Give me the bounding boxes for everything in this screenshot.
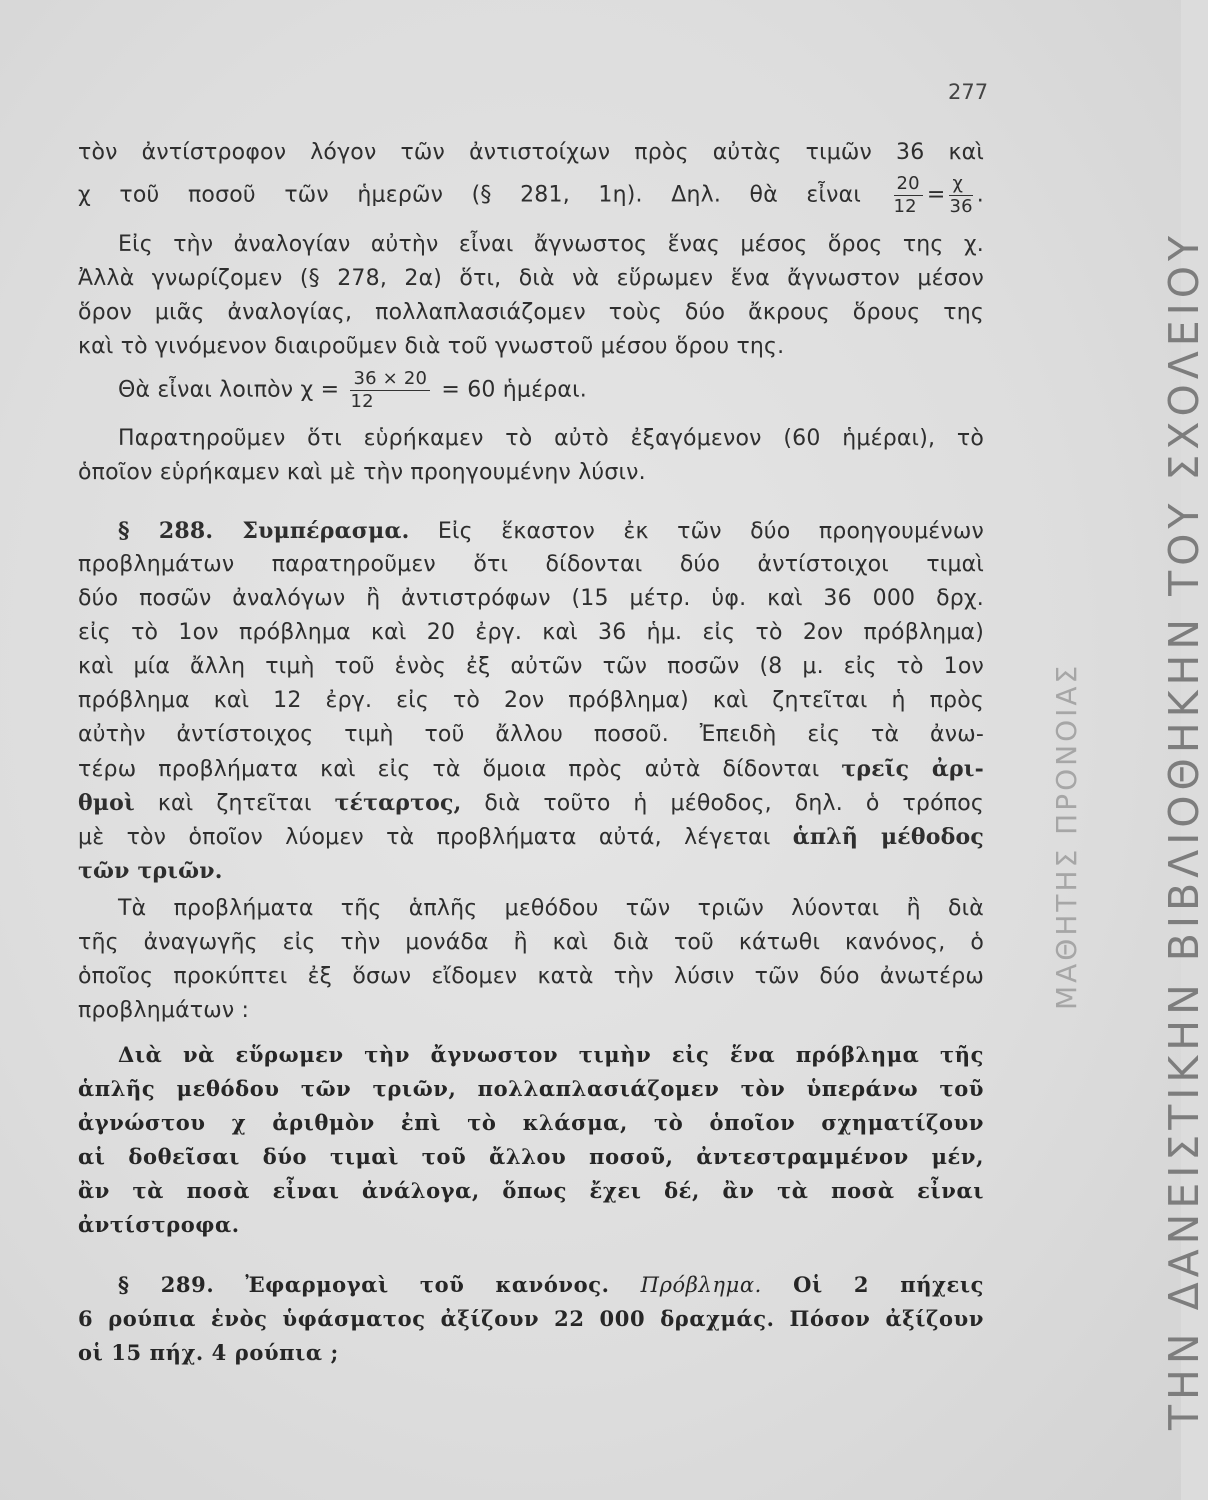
fraction-numerator: 20	[894, 175, 923, 196]
text-line: Εἰς τὴν ἀναλογίαν αὐτὴν εἶναι ἄγνωστος ἕνας μέσος ὅρος της χ.	[118, 232, 984, 257]
text-line: πρόβλημα καὶ 12 ἐργ. εἰς τὸ 2ον πρόβλημα) καὶ ζητεῖται ἡ πρὸς	[78, 688, 984, 713]
text-line: 6 ρούπια ἑνὸς ὑφάσματος ἀξίζουν 22 000 δραχμάς. Πόσον ἀξίζουν	[78, 1306, 984, 1331]
text-line: αὐτὴν ἀντίστοιχος τιμὴ τοῦ ἄλλου ποσοῦ. Ἐπειδὴ εἰς τὰ ἀνω-	[78, 722, 984, 747]
fraction	[350, 370, 430, 411]
text-line: προβλημάτων παρατηροῦμεν ὅτι δίδονται δύο ἀντίστοιχοι τιμαὶ	[78, 552, 984, 577]
rule-line: ἀντίστροφα.	[78, 1212, 240, 1237]
text-line: δύο ποσῶν ἀναλόγων ἢ ἀντιστρόφων (15 μέτρ. ὑφ. καὶ 36 000 δρχ.	[78, 586, 984, 611]
library-stamp-text: ΤΗΝ ΔΑΝΕΙΣΤΙΚΗΝ ΒΙΒΛΙΟΘΗΚΗΝ ΤΟΥ ΣΧΟΛΕΙΟΥ	[1160, 230, 1208, 1430]
text-line: τῆς ἀναγωγῆς εἰς τὴν μονάδα ἢ καὶ διὰ τοῦ κάτωθι κανόνος, ὁ	[78, 930, 984, 955]
rule-line: ἁπλῆς μεθόδου τῶν τριῶν, πολλαπλασιάζομεν τὸν ὑπεράνω τοῦ	[78, 1076, 984, 1101]
section-289-first-line	[118, 1270, 984, 1300]
section-288-first-line	[118, 516, 984, 547]
text-segment: τέρω προβλήματα καὶ εἰς τὰ ὅμοια πρὸς αὐτὰ δίδονται	[78, 757, 820, 782]
text-line: Τὰ προβλήματα τῆς ἁπλῆς μεθόδου τῶν τριῶν λύονται ἢ διὰ	[118, 896, 984, 921]
text-segment: Θὰ εἶναι λοιπὸν χ =	[118, 377, 340, 403]
text-segment: καὶ ζητεῖται	[157, 791, 312, 816]
italic-label: Πρόβλημα.	[640, 1273, 762, 1297]
text-line: καὶ μία ἄλλη τιμὴ τοῦ ἑνὸς ἐξ αὐτῶν τῶν ποσῶν (8 μ. εἰς τὸ 1ον	[78, 654, 984, 679]
fraction-numerator: χ	[949, 175, 972, 196]
text-line-with-fraction	[118, 370, 984, 411]
text-line: Ἀλλὰ γνωρίζομεν (§ 278, 2α) ὅτι, διὰ νὰ εὕρωμεν ἕνα ἄγνωστον μέσον	[78, 266, 984, 291]
text-line	[78, 788, 984, 819]
text-segment: χ τοῦ ποσοῦ τῶν ἡμερῶν (§ 281, 1η). Δηλ. θὰ εἶναι	[78, 182, 861, 208]
fraction	[949, 175, 972, 216]
rule-line: αἱ δοθεῖσαι δύο τιμαὶ τοῦ ἄλλου ποσοῦ, ἀντεστραμμένον μέν,	[78, 1144, 984, 1169]
equals-sign: =	[926, 182, 946, 208]
text-line: καὶ τὸ γινόμενον διαιροῦμεν διὰ τοῦ γνωστοῦ μέσου ὅρου της.	[78, 334, 785, 359]
fraction-numerator: 36 × 20	[350, 370, 430, 391]
text-line: τὸν ἀντίστροφον λόγον τῶν ἀντιστοίχων πρὸς αὐτὰς τιμῶν 36 καὶ	[78, 140, 984, 165]
text-line: εἰς τὸ 1ον πρόβλημα καὶ 20 ἐργ. καὶ 36 ἡμ. εἰς τὸ 2ον πρόβλημα)	[78, 620, 984, 645]
text-line: ὁποῖος προκύπτει ἐξ ὅσων εἴδομεν κατὰ τὴν λύσιν τῶν δύο ἀνωτέρω	[78, 964, 984, 989]
rule-line: Διὰ νὰ εὕρωμεν τὴν ἄγνωστον τιμὴν εἰς ἕνα πρόβλημα τῆς	[118, 1042, 984, 1067]
rule-line: ἂν τὰ ποσὰ εἶναι ἀνάλογα, ὅπως ἔχει δέ, ἂν τὰ ποσὰ εἶναι	[78, 1178, 984, 1203]
library-stamp-upper-text: ΜΑΘΗΤΗΣ ΠΡΟΝΟΙΑΣ	[1050, 662, 1083, 1010]
text-line	[78, 822, 984, 853]
bold-term: τέταρτος,	[334, 790, 462, 816]
page-number: 277	[948, 80, 989, 104]
text-segment: Εἰς ἕκαστον ἐκ τῶν δύο προηγουμένων	[437, 519, 984, 544]
text-line: ὅρον μιᾶς ἀναλογίας, πολλαπλασιάζομεν τοὺς δύο ἄκρους ὅρους της	[78, 300, 984, 325]
bold-term: τρεῖς ἀρι-	[841, 756, 984, 782]
text-segment: διὰ τοῦτο ἡ μέθοδος, δηλ. ὁ τρόπος	[484, 791, 984, 816]
text-segment: μὲ τὸν ὁποῖον λύομεν τὰ προβλήματα αὐτά, λέγεται	[78, 825, 771, 850]
text-line	[78, 856, 984, 887]
bold-term: ἁπλῆ μέθοδος	[792, 824, 984, 850]
text-line	[78, 754, 984, 785]
text-line: οἱ 15 πήχ. 4 ρούπια ;	[78, 1340, 339, 1365]
bold-term: θμοὶ	[78, 790, 135, 816]
bold-term: τῶν τριῶν.	[78, 858, 223, 884]
text-line: Παρατηροῦμεν ὅτι εὑρήκαμεν τὸ αὐτὸ ἐξαγόμενον (60 ἡμέραι), τὸ	[118, 426, 984, 451]
fraction-denominator: 36	[949, 196, 973, 217]
period: .	[976, 182, 984, 208]
text-line: ὁποῖον εὑρήκαμεν καὶ μὲ τὴν προηγουμένην λύσιν.	[78, 460, 646, 485]
section-heading: § 289. Ἐφαρμογαὶ τοῦ κανόνος.	[118, 1272, 610, 1297]
section-heading: § 288. Συμπέρασμα.	[118, 518, 410, 544]
text-line-with-fractions	[78, 175, 984, 216]
text-segment: Οἱ 2 πήχεις	[793, 1272, 984, 1297]
fraction-denominator: 12	[893, 196, 917, 217]
fraction-denominator: 12	[350, 391, 374, 412]
fraction	[894, 175, 923, 216]
rule-line: ἀγνώστου χ ἀριθμὸν ἐπὶ τὸ κλάσμα, τὸ ὁποῖον σχηματίζουν	[78, 1110, 984, 1135]
text-segment: = 60 ἡμέραι.	[441, 377, 587, 403]
text-line: προβλημάτων :	[78, 998, 250, 1023]
